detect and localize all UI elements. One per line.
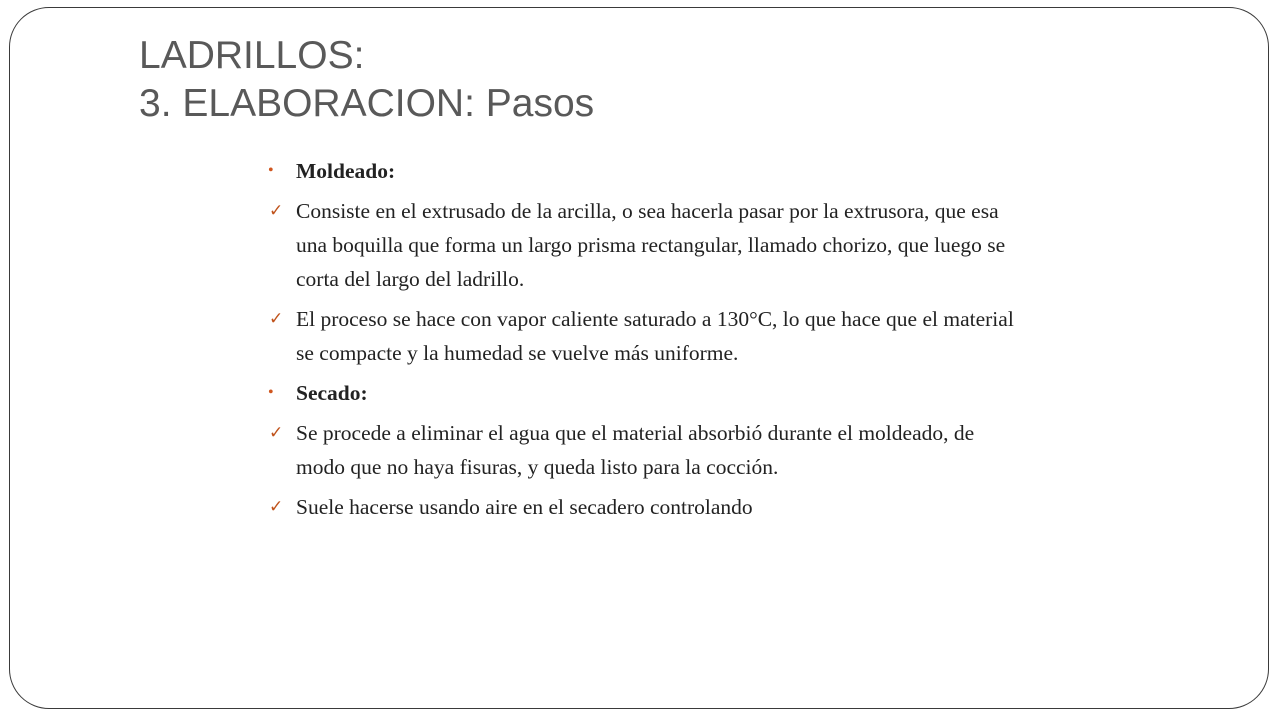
slide-content bbox=[266, 154, 1026, 530]
list-item-eliminar-agua bbox=[266, 416, 1026, 484]
checkmark-icon: ✓ bbox=[269, 201, 284, 221]
bullet-dot-icon: • bbox=[268, 162, 274, 179]
list-item-aire bbox=[266, 490, 1026, 524]
item-text: Secado: bbox=[296, 381, 368, 405]
item-text: Suele hacerse usando aire en el secadero controlando bbox=[296, 495, 753, 519]
title-line-2: 3. ELABORACION: Pasos bbox=[139, 82, 595, 125]
checkmark-icon: ✓ bbox=[269, 309, 284, 329]
list-item-secado bbox=[266, 376, 1026, 410]
list-item-moldeado bbox=[266, 154, 1026, 188]
list-item-vapor bbox=[266, 302, 1026, 370]
item-text: Consiste en el extrusado de la arcilla, o sea hacerla pasar por la extrusora, que esa una boquilla que forma un largo prisma rectangular, llamado chorizo, que luego se corta del largo del ladrillo. bbox=[296, 199, 1006, 291]
item-text: El proceso se hace con vapor caliente saturado a 130°C, lo que hace que el material se compacte y la humedad se vuelve más uniforme. bbox=[296, 307, 1014, 365]
item-text: Se procede a eliminar el agua que el material absorbió durante el moldeado, de modo que no haya fisuras, y queda listo para la cocción. bbox=[296, 421, 975, 479]
checkmark-icon: ✓ bbox=[269, 497, 284, 517]
item-text: Moldeado: bbox=[296, 159, 396, 183]
bullet-dot-icon: • bbox=[268, 384, 274, 401]
title-line-1: LADRILLOS: bbox=[139, 34, 365, 77]
slide-title bbox=[139, 32, 594, 128]
list-item-extrusado bbox=[266, 194, 1026, 296]
checkmark-icon: ✓ bbox=[269, 423, 284, 443]
